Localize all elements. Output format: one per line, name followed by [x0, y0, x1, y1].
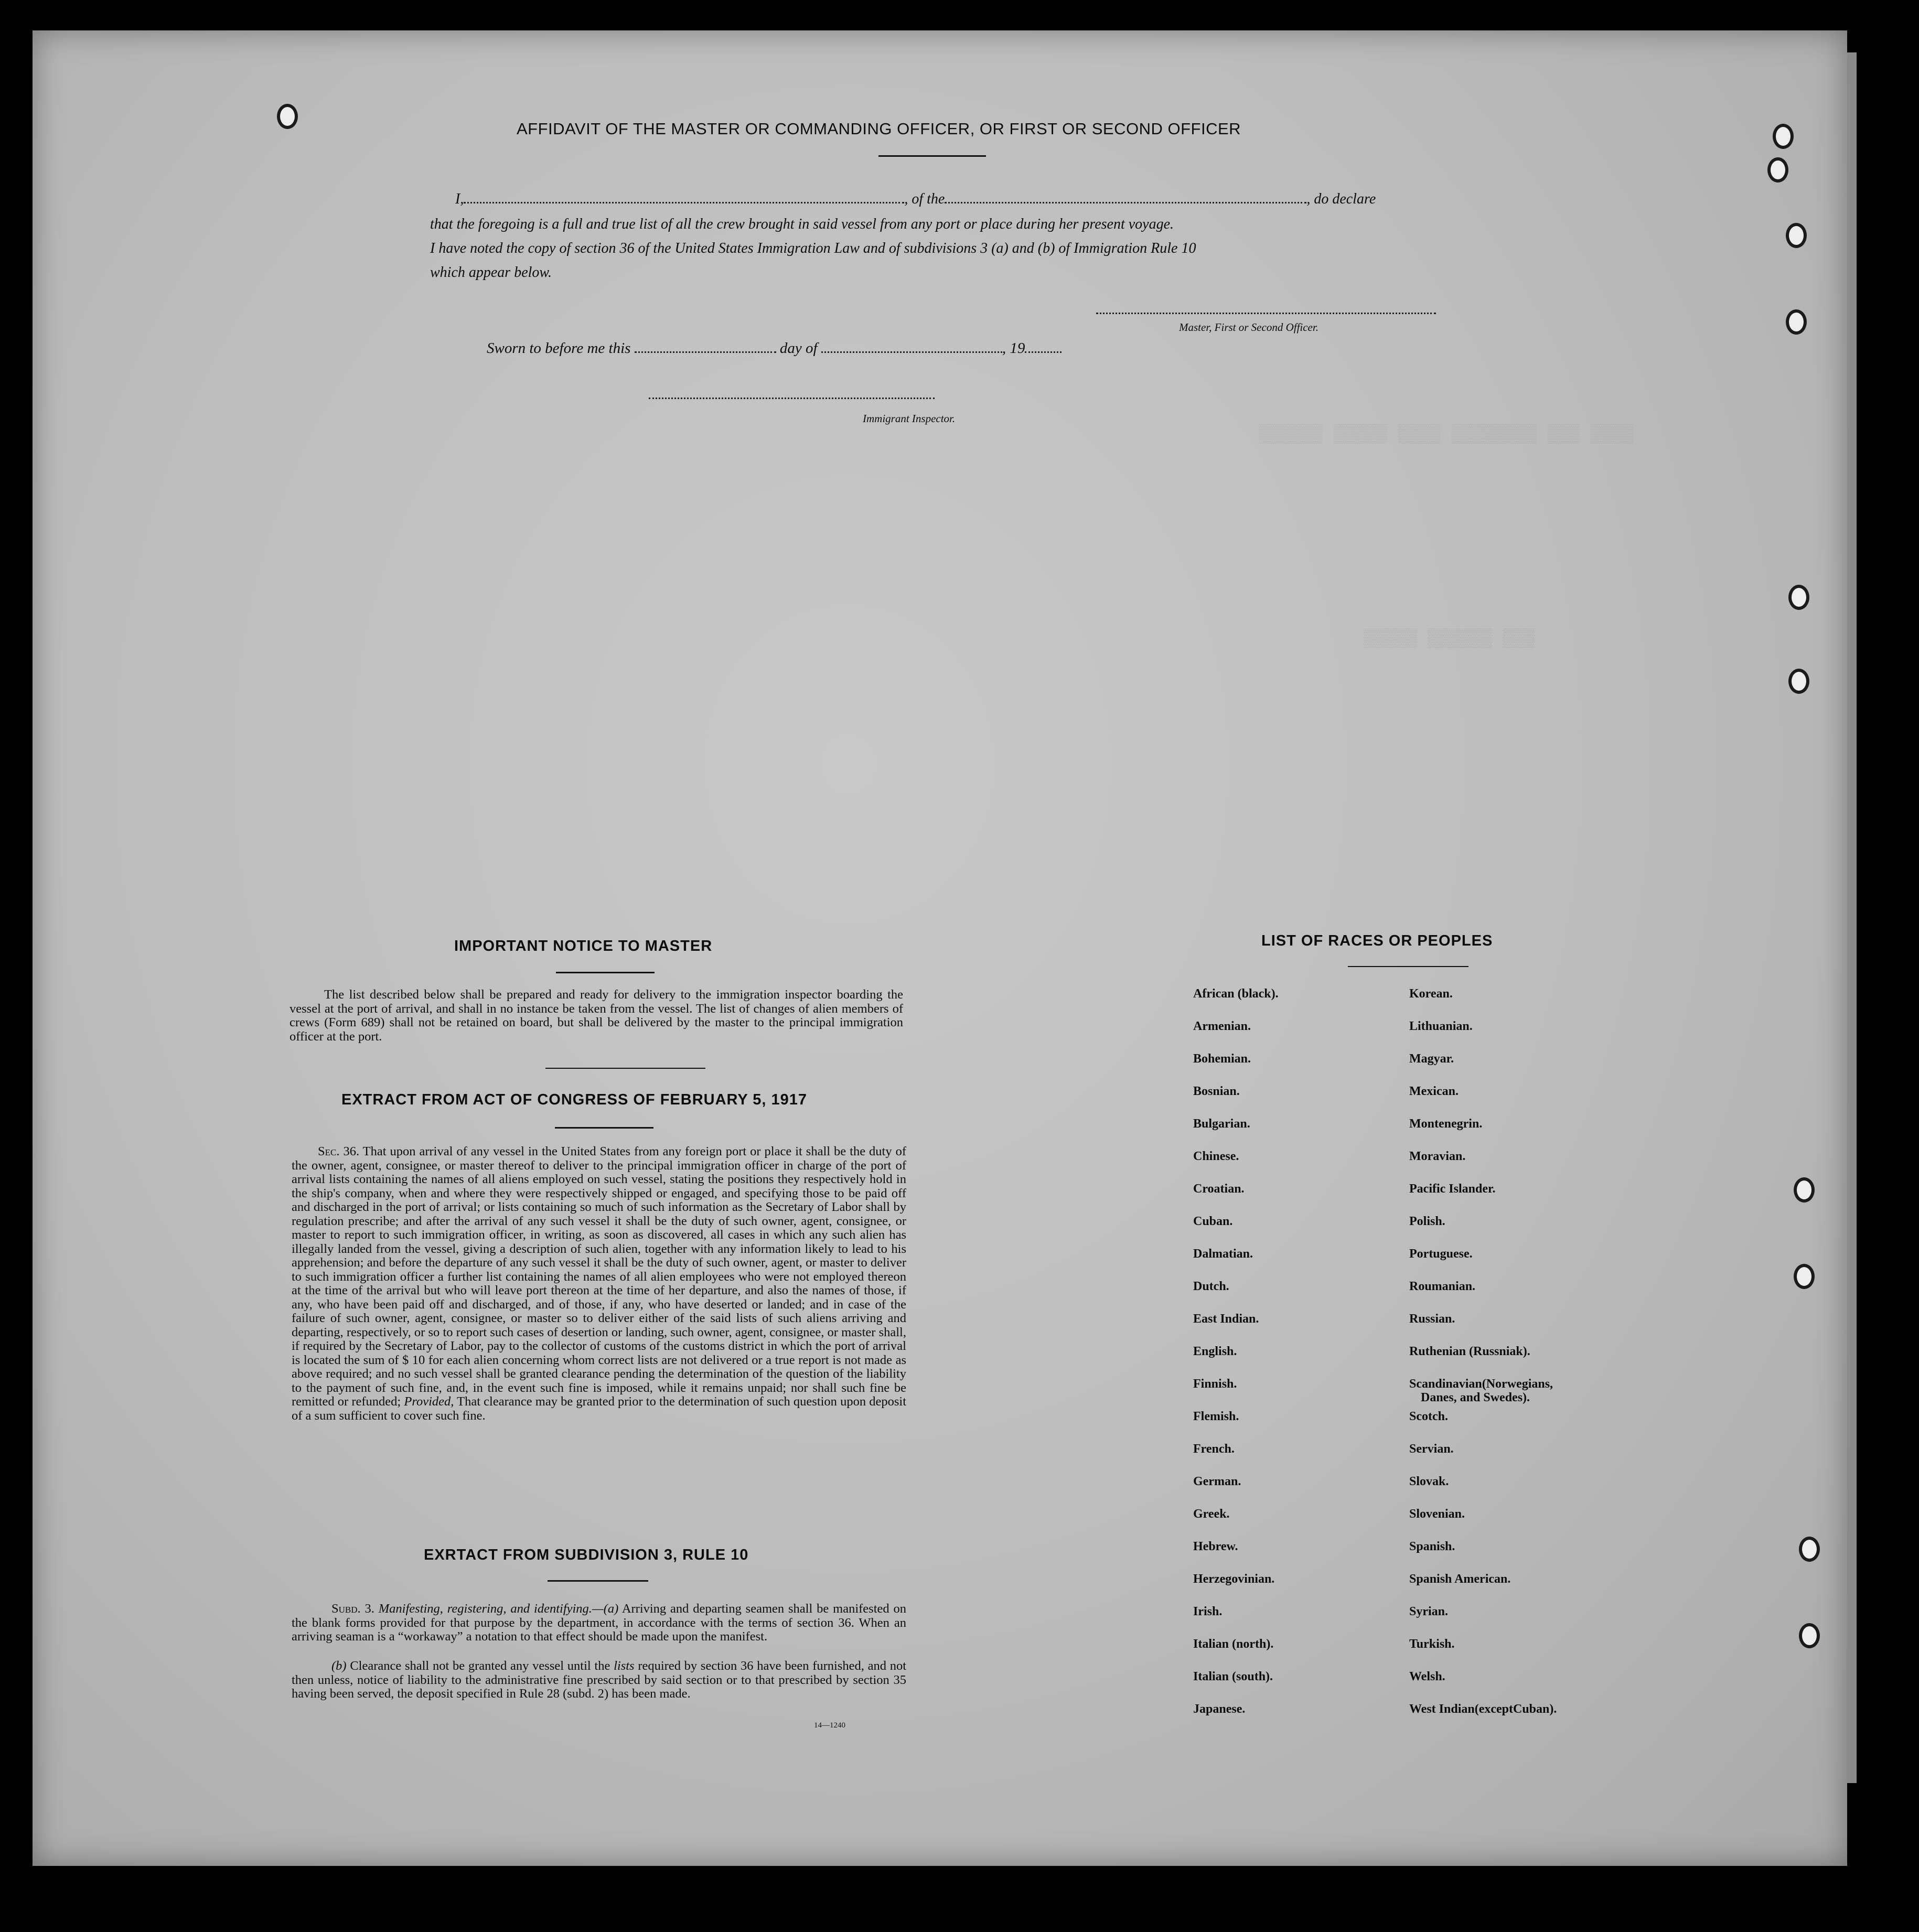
day-blank[interactable]	[635, 351, 776, 353]
race-item: Pacific Islander.	[1409, 1182, 1496, 1196]
race-item: Welsh.	[1409, 1670, 1445, 1683]
rule-underline	[548, 1580, 648, 1582]
race-item: Ruthenian (Russniak).	[1409, 1345, 1530, 1358]
year-blank[interactable]	[1025, 351, 1062, 353]
rule-subd-heading: Manifesting, registering, and identifying.—(a)	[378, 1602, 619, 1616]
race-item: Flemish.	[1193, 1410, 1239, 1423]
races-underline	[1348, 966, 1468, 967]
punch-hole	[1788, 585, 1809, 610]
race-item: Bulgarian.	[1193, 1117, 1250, 1131]
punch-hole	[1767, 157, 1788, 183]
sworn-day: day of	[779, 340, 818, 357]
race-item: Moravian.	[1409, 1150, 1466, 1163]
race-item: Chinese.	[1193, 1150, 1239, 1163]
bleed-through-texture: ▒▒▒▒▒▒ ▒▒▒▒▒ ▒▒▒▒ ▒▒▒▒▒▒▒▒ ▒▒▒ ▒▒▒▒	[1259, 425, 1634, 445]
race-item: Scotch.	[1409, 1410, 1448, 1423]
officer-caption: Master, First or Second Officer.	[1179, 321, 1318, 334]
vessel-blank[interactable]	[945, 202, 1306, 203]
race-item: Montenegrin.	[1409, 1117, 1483, 1131]
race-item: Croatian.	[1193, 1182, 1245, 1196]
race-item: African (black).	[1193, 987, 1279, 1001]
race-item: Dalmatian.	[1193, 1247, 1253, 1261]
sworn-line	[487, 340, 1062, 357]
punch-hole	[1794, 1264, 1815, 1289]
punch-hole	[1773, 124, 1794, 149]
race-item: Dutch.	[1193, 1280, 1229, 1293]
race-item: Syrian.	[1409, 1605, 1449, 1618]
month-blank[interactable]	[821, 351, 1002, 353]
race-item: Korean.	[1409, 987, 1453, 1001]
punch-hole	[1788, 669, 1809, 694]
race-item: Spanish American.	[1409, 1572, 1511, 1586]
act-body: That upon arrival of any vessel in the United States from any foreign port or place it shall be the duty of the owner, agent, consignee, or master thereof to deliver to the principal immigration officer in charge of the port of arrival lists containing the names of all aliens employed on such vessel, stating the positions they respectively hold in the ship's company, when and where they were respectively shipped or engaged, and specifying those to be paid off and discharged in the port of arrival; or lists containing so much of such information as the Secretary of Labor shall by regulation prescribe; and after the arrival of any such vessel it shall be the duty of such owner, agent, consignee, or master to report to such immigration officer, in writing, as soon as discovered, all cases in which any such alien has illegally landed from the vessel, giving a description of such alien, together with any information likely to lead to his apprehension; and before the departure of any such vessel it shall be the duty of such owner, agent, or master to deliver to such immigration officer a further list containing the names of all alien employees who were not employed thereon at the time of the arrival but who will leave port thereon at the time of her departure, and also the names of those, if any, who have been paid off and discharged, and of those, if any, who have deserted or landed; and in case of the failure of such owner, agent, consignee, or master so to deliver either of the said lists of such aliens arriving and departing, respectively, or so to report such cases of desertion or landing, such owner, agent, consignee, or master shall, if required by the Secretary of Labor, pay to the collector of customs of the customs district in which the port of arrival is located the sum of $ 10 for each alien concerning whom correct lists are not delivered or a true report is not made as above required; and no such vessel shall be granted clearance pending the determination of the question of the liability to the payment of such fine, and, in the event such fine is imposed, while it remains unpaid; nor shall such fine be remitted or refunded;	[292, 1144, 906, 1409]
page-edge	[1847, 52, 1857, 1783]
race-item: Italian (north).	[1193, 1637, 1274, 1651]
race-item: Herzegovinian.	[1193, 1572, 1275, 1586]
act-proviso-label: Provided,	[404, 1394, 454, 1409]
inspector-caption: Immigrant Inspector.	[863, 412, 956, 425]
sworn-year: , 19	[1002, 340, 1025, 357]
race-item: Roumanian.	[1409, 1280, 1476, 1293]
affidavit-body-2: I have noted the copy of section 36 of the United States Immigration Law and of subdivisions 3 (a) and (b) of Immigration Rule 10	[430, 240, 1196, 256]
races-left-column	[1193, 987, 1279, 1735]
declaration-declare: , do declare	[1306, 191, 1376, 207]
declaration-line	[455, 191, 1376, 208]
declaration-i: I,	[455, 191, 464, 207]
race-item: Spanish.	[1409, 1540, 1455, 1553]
race-item: Magyar.	[1409, 1052, 1454, 1066]
name-blank[interactable]	[464, 202, 904, 203]
race-item: Japanese.	[1193, 1702, 1246, 1716]
race-item: Italian (south).	[1193, 1670, 1273, 1683]
act-text	[292, 1145, 906, 1423]
affidavit-body-1: that the foregoing is a full and true list of all the crew brought in said vessel from any port or place during her present voyage.	[430, 216, 1174, 232]
rule-para-a	[292, 1602, 906, 1644]
rule-b-label: (b)	[331, 1659, 347, 1673]
inspector-signature-line[interactable]	[649, 398, 935, 399]
punch-hole	[1799, 1623, 1820, 1648]
affidavit-title: AFFIDAVIT OF THE MASTER OR COMMANDING OFFICER, OR FIRST OR SECOND OFFICER	[517, 120, 1241, 138]
notice-text: The list described below shall be prepared and ready for delivery to the immigration inspector boarding the vessel at the port of arrival, and shall in no instance be taken from the vessel. The list of changes of alien members of crews (Form 689) shall not be retained on board, but shall be delivered by the master to the principal immigration officer at the port.	[290, 988, 903, 1044]
act-sec-label: Sec. 36.	[318, 1144, 360, 1158]
rule-para-b-1: Clearance shall not be granted any vessel until the	[350, 1659, 610, 1673]
punch-hole	[1786, 223, 1807, 248]
race-item: French.	[1193, 1442, 1235, 1456]
rule-para-b-2: required by section 36 have been furnished, and not then unless, notice of liability to the administrative fine prescribed by said section or to that prescribed by section 35 having been served, the deposit specified in Rule 28 (subd. 2) has been made.	[292, 1659, 907, 1701]
rule-para-b	[292, 1659, 906, 1701]
race-item: Slovak.	[1409, 1475, 1449, 1488]
race-item: German.	[1193, 1475, 1241, 1488]
race-item: East Indian.	[1193, 1312, 1259, 1326]
notice-underline	[556, 972, 655, 973]
rule-subd-label: Subd. 3.	[331, 1602, 374, 1616]
sworn-prefix: Sworn to before me this	[487, 340, 631, 357]
race-item: Bohemian.	[1193, 1052, 1251, 1066]
punch-hole	[1794, 1177, 1815, 1203]
race-item-continuation: Danes, and Swedes).	[1421, 1391, 1530, 1404]
race-item: Cuban.	[1193, 1215, 1233, 1228]
race-item-scandinavian	[1409, 1377, 1557, 1410]
punch-hole	[277, 104, 298, 129]
race-item: Irish.	[1193, 1605, 1223, 1618]
race-item: Russian.	[1409, 1312, 1455, 1326]
rule-para-a-text: Arriving and departing seamen shall be manifested on the blank forms provided for that purpose by the department, in accordance with the terms of section 36. When an arriving seaman is a “workaway” a notation to that effect should be made upon the manifest.	[292, 1602, 906, 1644]
race-item: Mexican.	[1409, 1085, 1459, 1098]
rule-para-b-lists: lists	[614, 1659, 635, 1673]
form-number: 14—1240	[814, 1721, 845, 1730]
declaration-of-the: , of the	[904, 191, 945, 207]
punch-hole	[1786, 309, 1807, 335]
document-page	[33, 30, 1847, 1866]
race-item: English.	[1193, 1345, 1237, 1358]
race-item: Greek.	[1193, 1507, 1230, 1521]
race-item: Lithuanian.	[1409, 1019, 1473, 1033]
race-item: Finnish.	[1193, 1377, 1237, 1391]
bleed-through-texture: ▒▒▒▒▒ ▒▒▒▒▒▒ ▒▒▒	[1364, 629, 1535, 649]
rule-title: EXRTACT FROM SUBDIVISION 3, RULE 10	[424, 1547, 749, 1563]
races-right-column	[1409, 987, 1557, 1735]
race-item: Bosnian.	[1193, 1085, 1240, 1098]
act-proviso-text: That clearance may be granted prior to the determination of such question upon deposit of a sum sufficient to cover such fine.	[292, 1394, 907, 1423]
race-item: Armenian.	[1193, 1019, 1251, 1033]
race-item: Slovenian.	[1409, 1507, 1465, 1521]
act-title: EXTRACT FROM ACT OF CONGRESS OF FEBRUARY 5, 1917	[341, 1091, 808, 1108]
punch-hole	[1799, 1537, 1820, 1562]
act-underline	[555, 1127, 653, 1129]
title-underline	[878, 155, 986, 157]
race-item: West Indian(exceptCuban).	[1409, 1702, 1557, 1716]
race-item: Polish.	[1409, 1215, 1445, 1228]
race-item: Hebrew.	[1193, 1540, 1238, 1553]
officer-signature-line[interactable]	[1096, 313, 1436, 314]
race-item: Servian.	[1409, 1442, 1454, 1456]
race-item: Turkish.	[1409, 1637, 1455, 1651]
notice-divider	[545, 1068, 705, 1069]
notice-title: IMPORTANT NOTICE TO MASTER	[454, 938, 713, 954]
race-item: Portuguese.	[1409, 1247, 1473, 1261]
race-item: Scandinavian(Norwegians,	[1409, 1377, 1553, 1391]
races-title: LIST OF RACES OR PEOPLES	[1261, 932, 1493, 949]
affidavit-body-3: which appear below.	[430, 264, 552, 281]
